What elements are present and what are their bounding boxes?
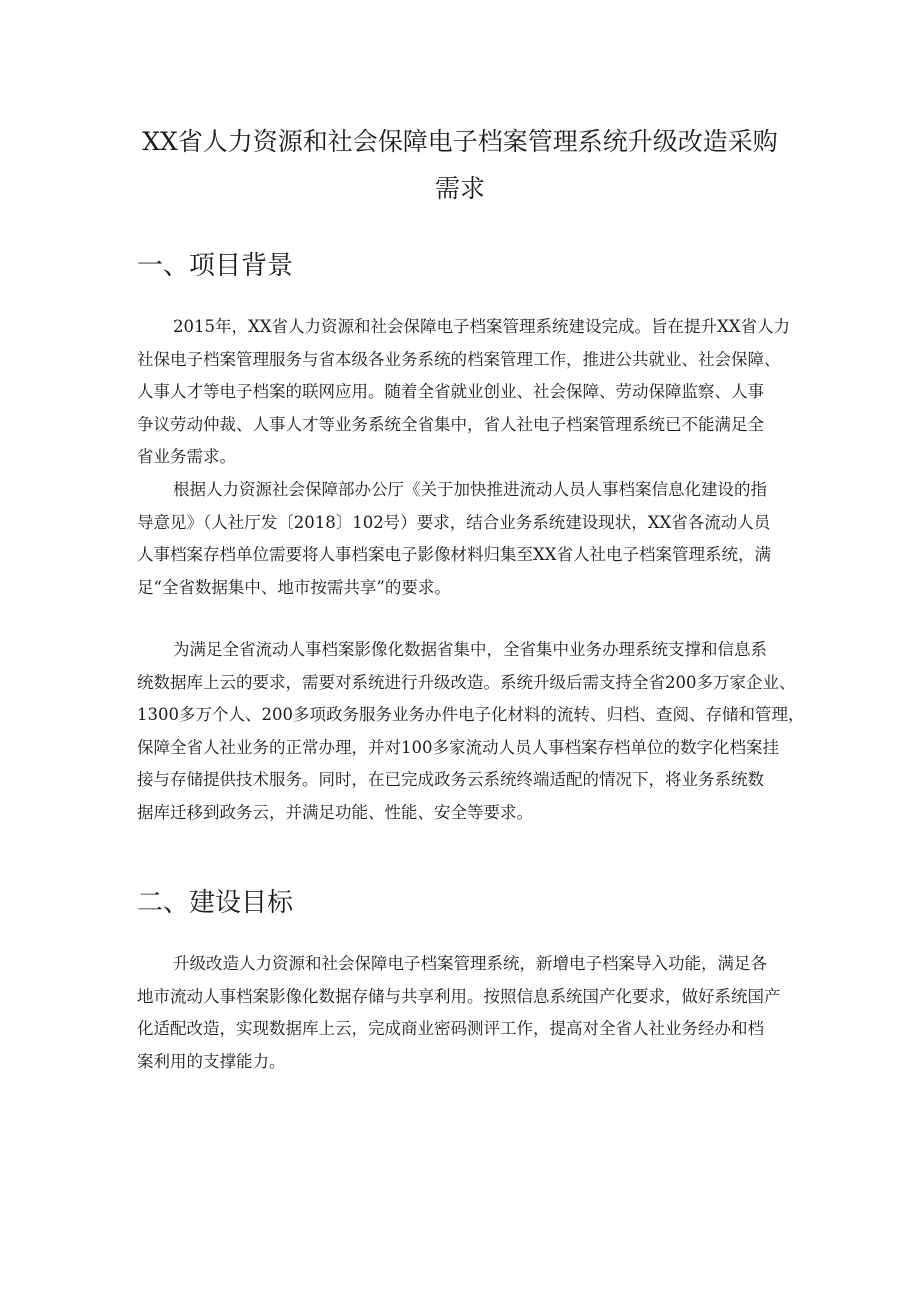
paragraph-line: 统数据库上云的要求，需要对系统进行升级改造。系统升级后需支持全省200多万家企业、 — [137, 672, 796, 692]
paragraph — [137, 948, 785, 1078]
paragraph-line: 争议劳动仲裁、人事人才等业务系统全省集中，省人社电子档案管理系统已不能满足全 — [137, 414, 764, 434]
paragraph-line: 足“全省数据集中、地市按需共享”的要求。 — [137, 577, 451, 597]
paragraph-line: 地市流动人事档案影像化数据存储与共享利用。按照信息系统国产化要求，做好系统国产 — [137, 986, 781, 1006]
paragraph-line: 升级改造人力资源和社会保障电子档案管理系统，新增电子档案导入功能，满足各 — [173, 954, 767, 973]
section-heading-background: 一、项目背景 — [137, 251, 294, 281]
paragraph-line: 化适配改造，实现数据库上云，完成商业密码测评工作，提高对全省人社业务经办和档 — [137, 1019, 764, 1038]
paragraph-line: 人事人才等电子档案的联网应用。随着全省就业创业、社会保障、劳动保障监察、人事 — [137, 382, 764, 401]
document-title — [130, 118, 790, 212]
paragraph — [137, 634, 805, 829]
paragraph-line: 人事档案存档单位需要将人事档案电子影像材料归集至XX省人社电子档案管理系统，满 — [137, 545, 771, 564]
paragraph-line: 1300多万个人、200多项政务服务业务办件电子化材料的流转、归档、查阅、存储和管理， — [137, 705, 805, 724]
paragraph-line: 据库迁移到政务云，并满足功能、性能、安全等要求。 — [137, 802, 533, 822]
title-line: XX省人力资源和社会保障电子档案管理系统升级改造采购 — [142, 127, 778, 156]
title-line: 需求 — [434, 174, 485, 203]
paragraph-line: 省业务需求。 — [137, 447, 236, 466]
paragraph-line: 接与存储提供技术服务。同时，在已完成政务云系统终端适配的情况下，将业务系统数 — [137, 770, 764, 789]
paragraph-line: 为满足全省流动人事档案影像化数据省集中，全省集中业务办理系统支撑和信息系 — [173, 640, 767, 659]
paragraph-line: 2015年，XX省人力资源和社会保障电子档案管理系统建设完成。旨在提升XX省人力 — [173, 317, 790, 336]
paragraph — [137, 311, 790, 474]
paragraph-line: 保障全省人社业务的正常办理，并对100多家流动人员人事档案存档单位的数字化档案挂 — [137, 737, 779, 757]
section-heading-goals: 二、建设目标 — [137, 888, 294, 918]
paragraph-line: 根据人力资源社会保障部办公厅《关于加快推进流动人员人事档案信息化建设的指 — [173, 480, 767, 499]
paragraph-line: 案利用的支撑能力。 — [137, 1051, 286, 1071]
paragraph — [137, 474, 785, 604]
paragraph-line: 社保电子档案管理服务与省本级各业务系统的档案管理工作，推进公共就业、社会保障、 — [137, 349, 781, 369]
paragraph-line: 导意见》（人社厅发〔2018〕102号）要求，结合业务系统建设现状，XX省各流动人员 — [137, 512, 771, 532]
